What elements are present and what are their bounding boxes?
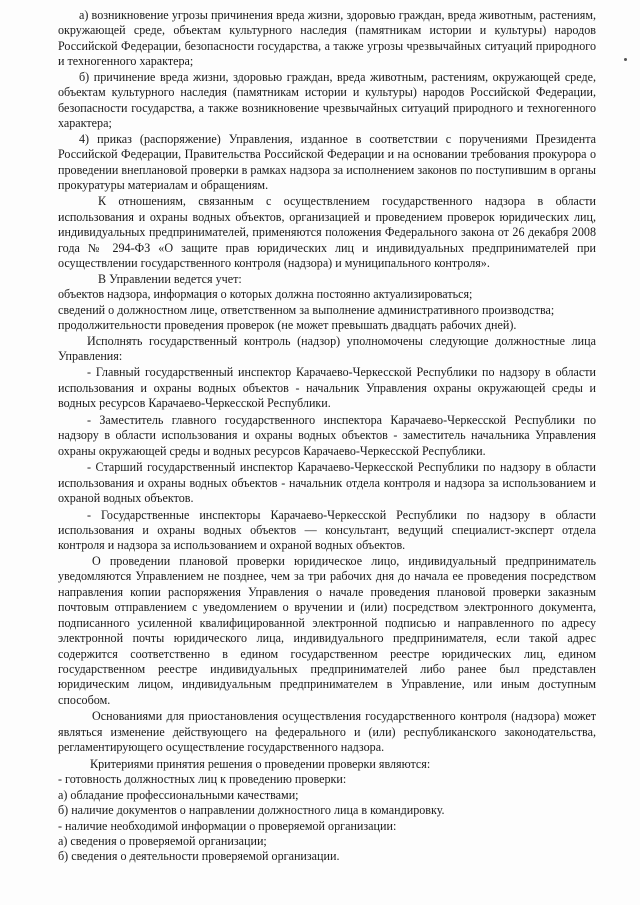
scan-speck: [624, 58, 627, 61]
paragraph-authorized-officials: Исполнять государственный контроль (надзор) уполномочены следующие должностные лица Управления:: [58, 333, 596, 363]
paragraph-record-objects: объектов надзора, информация о которых должна постоянно актуализироваться;: [58, 287, 473, 302]
paragraph-federal-law: К отношениям, связанным с осуществлением государственного надзора в области использования и охраны водных объектов, организацией и проведением проверок юридических лиц, индивидуальных предпринимателей, применяются положения Федерального закона от 26 декабря 2008 года № 294-ФЗ «О защите прав юридических лиц и индивидуальных предпринимателей при осуществлении государственного контроля (надзора) и муниципального контроля».: [58, 194, 596, 271]
paragraph-planned-inspection-notice: О проведении плановой проверки юридическое лицо, индивидуальный предприниматель уведомляются Управлением не позднее, чем за три рабочих дня до начала ее проведения посредством направления копии распоряжения Управления о начале проведения плановой проверки заказным почтовым отправлением с уведомлением о вручении и (или) посредством электронного документа, подписанного усиленной квалифицированной электронной подписью и направленного по адресу электронной почты юридического лица, индивидуального предпринимателя, если такой адрес содержится соответственно в едином государственном реестре юридических лиц, едином государственном реестре индивидуальных предпринимателей либо ранее был представлен юридическим лицом, индивидуальным предпринимателем в Управление, или иным доступным способом.: [58, 553, 596, 707]
list-item-organization-activity: б) сведения о деятельности проверяемой организации.: [58, 849, 340, 864]
paragraph-record-keeping-heading: В Управлении ведется учет:: [98, 271, 242, 286]
paragraph-deputy-chief-inspector: - Заместитель главного государственного инспектора Карачаево-Черкесской Республики по надзору в области использования и охраны водных объектов - заместитель начальника Управления охраны окружающей среды и водных ресурсов Карачаево-Черкесской Республики.: [58, 412, 596, 458]
paragraph-record-duration: продолжительности проведения проверок (не может превышать двадцать рабочих дней).: [58, 318, 517, 333]
paragraph-decision-criteria: Критериями принятия решения о проведении проверки являются:: [90, 756, 431, 771]
paragraph-chief-inspector: - Главный государственный инспектор Карачаево-Черкесской Республики по надзору в области использования и охраны водных объектов - начальник Управления охраны окружающей среды и водных ресурсов Карачаево-Черкесской Республики.: [58, 365, 596, 411]
paragraph-record-official: сведений о должностном лице, ответственном за выполнение административного производства;: [58, 302, 555, 317]
paragraph-order-item-4: 4) приказ (распоряжение) Управления, изданное в соответствии с поручениями Президента Российской Федерации, Правительства Российской Федерации и на основании требования прокурора о проведении внеплановой проверки в рамках надзора за исполнением законов по поступившим в органы прокуратуры материалам и обращениям.: [58, 131, 596, 192]
paragraph-state-inspectors: - Государственные инспекторы Карачаево-Черкесской Республики по надзору в области использования и охраны водных объектов — консультант, ведущий специалист-эксперт отдела контроля и надзора за использованием и охраной водных объектов.: [58, 507, 596, 553]
paragraph-suspension-grounds: Основаниями для приостановления осуществления государственного контроля (надзора) может являться изменение действующего на федерального и (или) республиканского законодательства, регламентирующего осуществление государственного надзора.: [58, 709, 596, 755]
list-item-professional-qualities: а) обладание профессиональными качествами;: [58, 787, 299, 802]
paragraph-threat-list-a: а) возникновение угрозы причинения вреда жизни, здоровью граждан, вреда животным, растениям, окружающей среде, объектам культурного наследия (памятникам истории и культуры) народов Российской Федерации, безопасности государства, а также угрозы чрезвычайных ситуаций природного и техногенного характера;: [58, 8, 596, 69]
list-item-officials-readiness: - готовность должностных лиц к проведению проверки:: [58, 772, 347, 787]
paragraph-threat-list-b: б) причинение вреда жизни, здоровью граждан, вреда животным, растениям, окружающей среде, объектам культурного наследия (памятникам истории и культуры) народов Российской Федерации, безопасности государства, а также возникновение чрезвычайных ситуаций природного и техногенного характера;: [58, 69, 596, 131]
paragraph-senior-inspector: - Старший государственный инспектор Карачаево-Черкесской Республики по надзору в области использования и охраны водных объектов - начальник отдела контроля и надзора за использованием и охраной водных объектов.: [58, 460, 596, 506]
list-item-business-trip-documents: б) наличие документов о направлении должностного лица в командировку.: [58, 803, 445, 818]
document-body: [58, 8, 596, 865]
list-item-organization-info: а) сведения о проверяемой организации;: [58, 834, 267, 849]
list-item-required-information: - наличие необходимой информации о проверяемой организации:: [58, 818, 397, 833]
